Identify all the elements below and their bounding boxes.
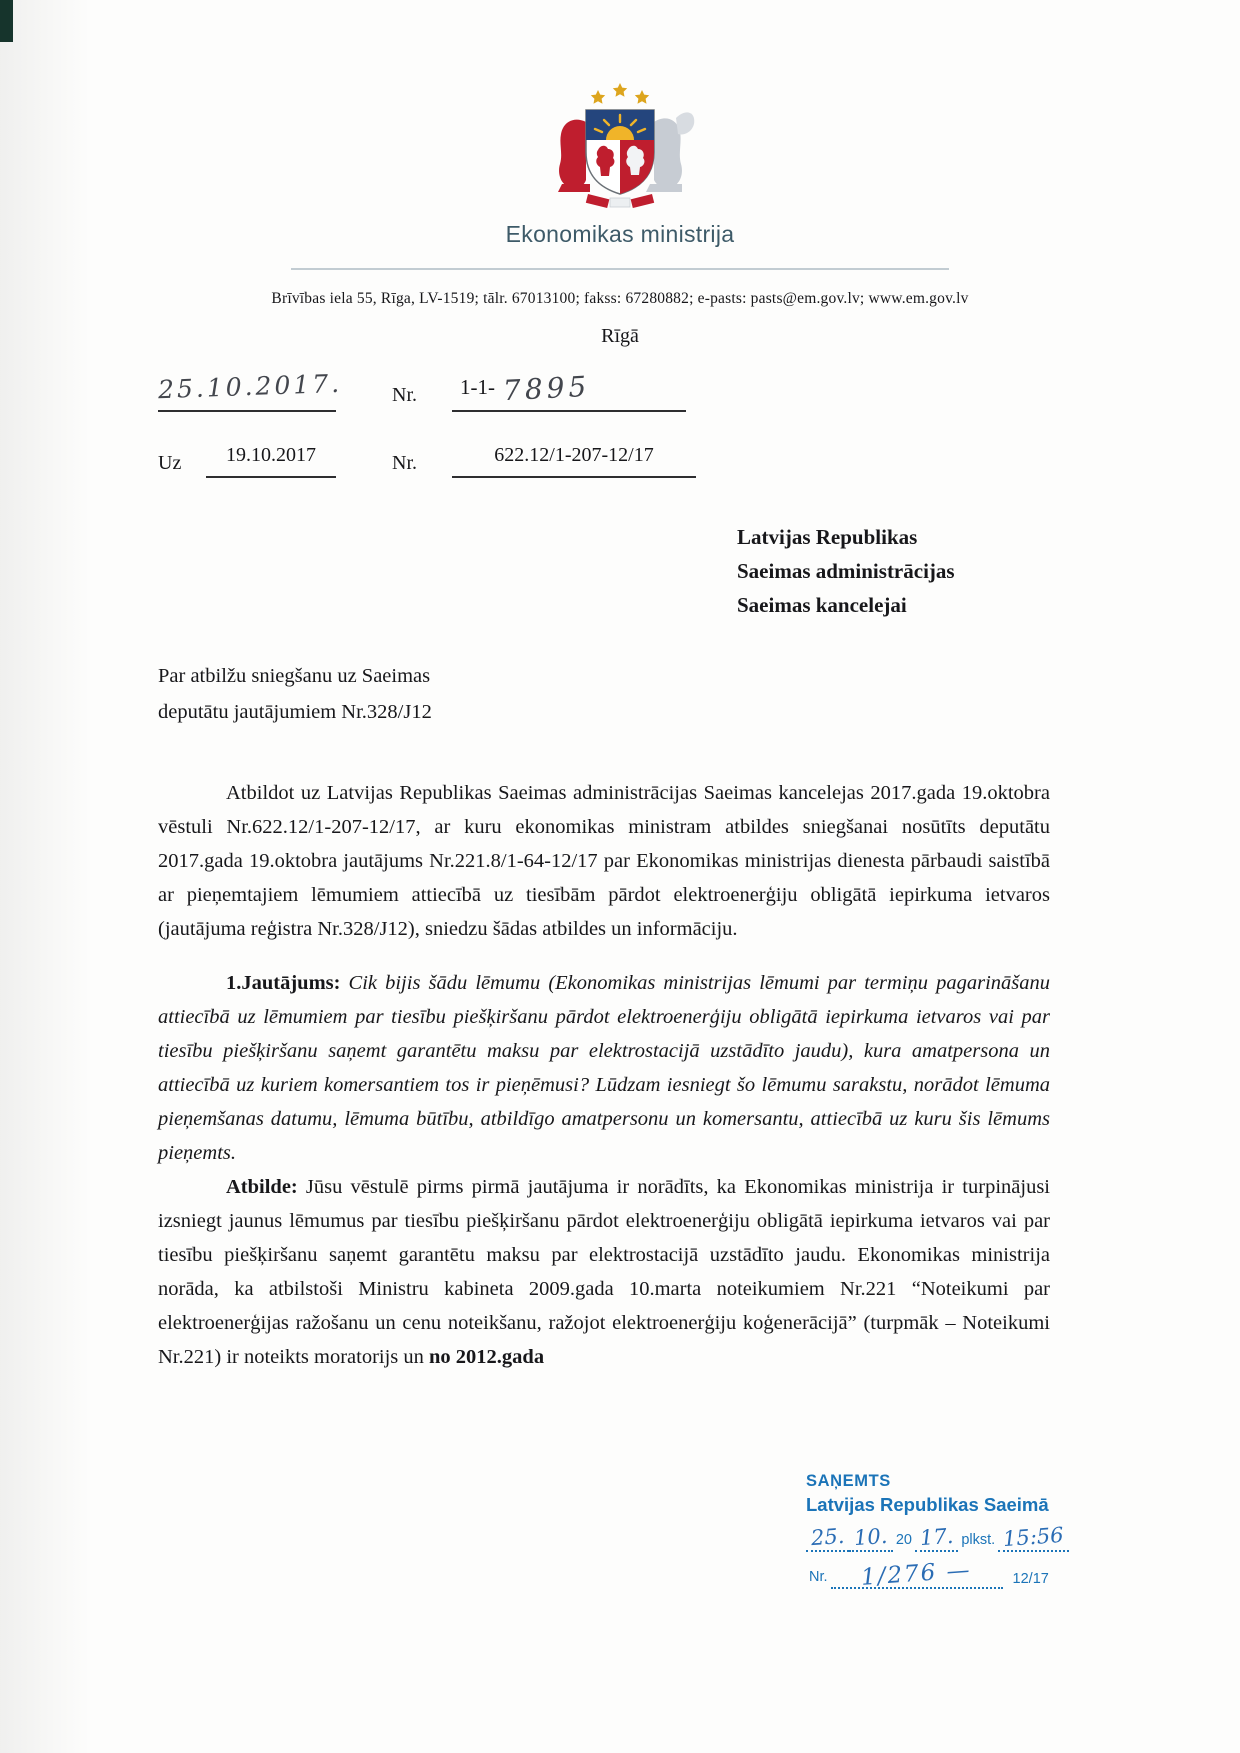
stamp-number-handwritten: 1/276 —: [860, 1557, 973, 1591]
recipient-line: Saeimas administrācijas: [737, 559, 955, 583]
ribbon-icon: [586, 194, 654, 208]
recipient-line: Saeimas kancelejai: [737, 593, 907, 617]
incoming-date-field: 19.10.2017: [206, 444, 336, 478]
uz-label: Uz: [158, 452, 182, 474]
stamp-date-row: [806, 1522, 1108, 1552]
incoming-nr-label: Nr.: [392, 452, 417, 474]
stars-icon: [591, 83, 649, 104]
stamp-number-row: [806, 1557, 1108, 1591]
answer-1-label: Atbilde:: [226, 1176, 298, 1198]
stamp-day-field: [806, 1525, 849, 1552]
stamp-day-handwritten: 25.: [810, 1523, 846, 1551]
letter-body: [158, 776, 1050, 1374]
question-1-paragraph: [158, 966, 1050, 1170]
stamp-number-line: [831, 1557, 1003, 1591]
outgoing-date-handwritten: 25.10.2017.: [157, 368, 343, 405]
reference-block: [0, 368, 1240, 490]
letterhead-divider: [291, 268, 949, 270]
saeima-received-stamp: [806, 1472, 1108, 1589]
answer-1-paragraph: [158, 1170, 1050, 1374]
stamp-time-field: [998, 1522, 1069, 1552]
outgoing-nr-label: Nr.: [392, 384, 417, 406]
question-1-label: 1.Jautājums:: [226, 972, 341, 994]
stamp-nr-label: Nr.: [809, 1569, 828, 1585]
answer-1-bold-tail: no 2012.gada: [429, 1346, 545, 1368]
letterhead: [0, 0, 1240, 348]
stamp-year-handwritten: 17.: [919, 1523, 955, 1551]
outgoing-number-field: [452, 369, 686, 412]
subject-line: deputātu jautājumiem Nr.328/J12: [158, 701, 432, 723]
city-label: Rīgā: [601, 325, 639, 347]
lion-supporter-icon: [559, 120, 586, 189]
latvia-coat-of-arms-svg: [532, 76, 708, 212]
intro-paragraph: Atbildot uz Latvijas Republikas Saeimas administrācijas Saeimas kancelejas 2017.gada 19.oktobra vēstuli Nr.622.12/1-207-12/17, ar kuru ekonomikas ministram atbildes sniegšanai nosūtīts deputātu 2017.gada 19.oktobra jautājums Nr.221.8/1-64-12/17 par Ekonomikas ministrijas dienesta pārbaudi saistībā ar pieņemtajiem lēmumiem attiecībā uz tiesībām pārdot elektroenerģiju obligātā iepirkuma ietvaros (jautājuma reģistra Nr.328/J12), sniedzu šādas atbildes un informāciju.: [158, 782, 1050, 940]
stamp-time-label: plkst.: [961, 1532, 996, 1548]
stamp-month-handwritten: 10.: [853, 1523, 889, 1551]
stamp-year-field: [915, 1525, 958, 1552]
stamp-year-prefix: 20: [895, 1532, 912, 1548]
ministry-name: Ekonomikas ministrija: [505, 221, 735, 247]
stamp-time-handwritten: 15:56: [1002, 1522, 1065, 1552]
outgoing-number-prefix: 1-1-: [460, 375, 495, 399]
subject-line: Par atbilžu sniegšanu uz Saeimas: [158, 665, 431, 687]
recipient-line: Latvijas Republikas: [737, 525, 918, 549]
subject-block: [158, 658, 1240, 730]
scan-corner-artifact: [0, 0, 13, 42]
stamp-institution: Latvijas Republikas Saeimā: [806, 1494, 1049, 1515]
answer-1-text: Jūsu vēstulē pirms pirmā jautājuma ir norādīts, ka Ekonomikas ministrija ir turpinājusi izsniegt jaunus lēmumus par tiesību piešķiršanu pārdot elektroenerģiju obligātā iepirkuma ietvaros vai par tiesību piešķiršanu saņemt garantētu maksu par elektrostacijā uzstādīto jaudu. Ekonomikas ministrija norāda, ka atbilstoši Ministru kabineta 2009.gada 10.marta noteikumiem Nr.221 “Noteikumi par elektroenerģijas ražošanu un cenu noteikšanu, ražojot elektroenerģiju koģenerācijā” (turpmāk – Noteikumi Nr.221) ir noteikts moratorijs un: [158, 1176, 1050, 1368]
question-1-text: Cik bijis šādu lēmumu (Ekonomikas ministrijas lēmumi par termiņu pagarināšanu attiecībā uz lēmumiem par tiesību piešķiršanu pārdot elektroenerģiju obligātā iepirkuma ietvaros vai par tiesību piešķiršanu saņemt garantētu maksu par elektrostacijā uzstādīto jaudu), kura amatpersona un attiecībā uz kuriem komersantiem tos ir pieņēmusi? Lūdzam iesniegt šo lēmumu sarakstu, norādot lēmuma pieņemšanas datumu, lēmuma būtību, atbildīgo amatpersonu un komersantu, attiecībā uz kuru šis lēmums pieņemts.: [158, 972, 1050, 1164]
contact-line: Brīvības iela 55, Rīga, LV-1519; tālr. 67013100; fakss: 67280882; e-pasts: pasts@em.gov.lv; www.em.gov.lv: [271, 290, 969, 307]
incoming-number-field: 622.12/1-207-12/17: [452, 444, 696, 478]
stamp-month-field: [849, 1525, 892, 1552]
stamp-number-suffix: 12/17: [1012, 1571, 1049, 1587]
outgoing-number-handwritten: 7895: [502, 369, 592, 408]
stamp-received-label: SAŅEMTS: [806, 1472, 891, 1490]
latvia-coat-of-arms: [532, 76, 708, 212]
recipient-block: [737, 520, 1240, 622]
outgoing-date-field: [157, 368, 343, 412]
